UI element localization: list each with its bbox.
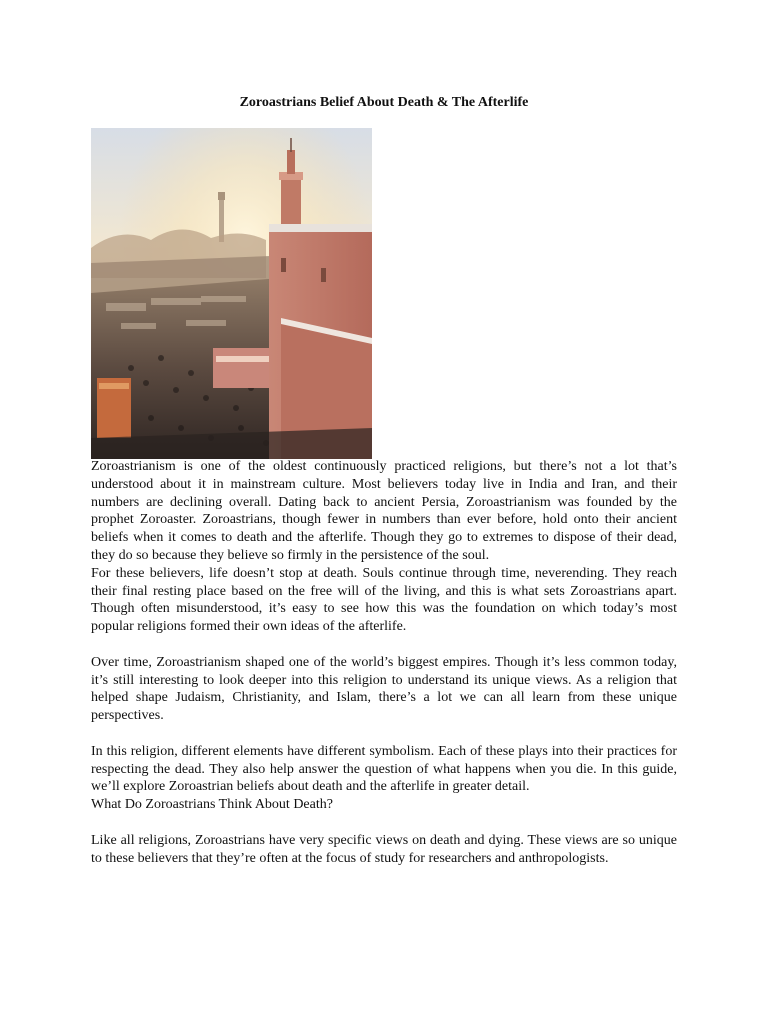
paragraph-symbolism: In this religion, different elements have different symbolism. Each of these plays into their practices for respecting the dead. They also help answer the question of what happens when you die. In this guide, we’ll explore Zoroastrian beliefs about death and the afterlife in greater detail. [91,743,677,795]
document-title: Zoroastrians Belief About Death & The Afterlife [239,95,529,110]
paragraph-afterlife: For these believers, life doesn’t stop at death. Souls continue through time, neverending. They reach their final resting place based on the free will of the living, and this is what sets Zoroastrians apart. Though often misunderstood, it’s easy to see how this was the foundation on which today’s most popular religions formed their own ideas of the afterlife. [91,565,677,635]
paragraph-history: Over time, Zoroastrianism shaped one of the world’s biggest empires. Though it’s less common today, it’s still interesting to look deeper into this religion to understand its unique views. As a religion that helped shape Judaism, Christianity, and Islam, there’s a lot we can all learn from these unique perspectives. [91,654,677,724]
paragraph-intro: Zoroastrianism is one of the oldest continuously practiced religions, but there’s not a lot that’s understood about it in mainstream culture. Most believers today live in India and Iran, and their numbers are declining overall. Dating back to ancient Persia, Zoroastrianism was founded by the prophet Zoroaster. Zoroastrians, though fewer in numbers than ever before, hold onto their ancient beliefs when it comes to death and the afterlife. Though they go to extremes to dispose of their dead, they do so because they believe so firmly in the persistence of the soul. [91,459,677,563]
paragraph-views: Like all religions, Zoroastrians have very specific views on death and dying. These views are so unique to these believers that they’re often at the focus of study for researchers and anthropologists. [91,832,677,866]
marketplace-photo [91,128,372,459]
section-heading-death: What Do Zoroastrians Think About Death? [91,797,333,813]
article-body [91,458,677,867]
